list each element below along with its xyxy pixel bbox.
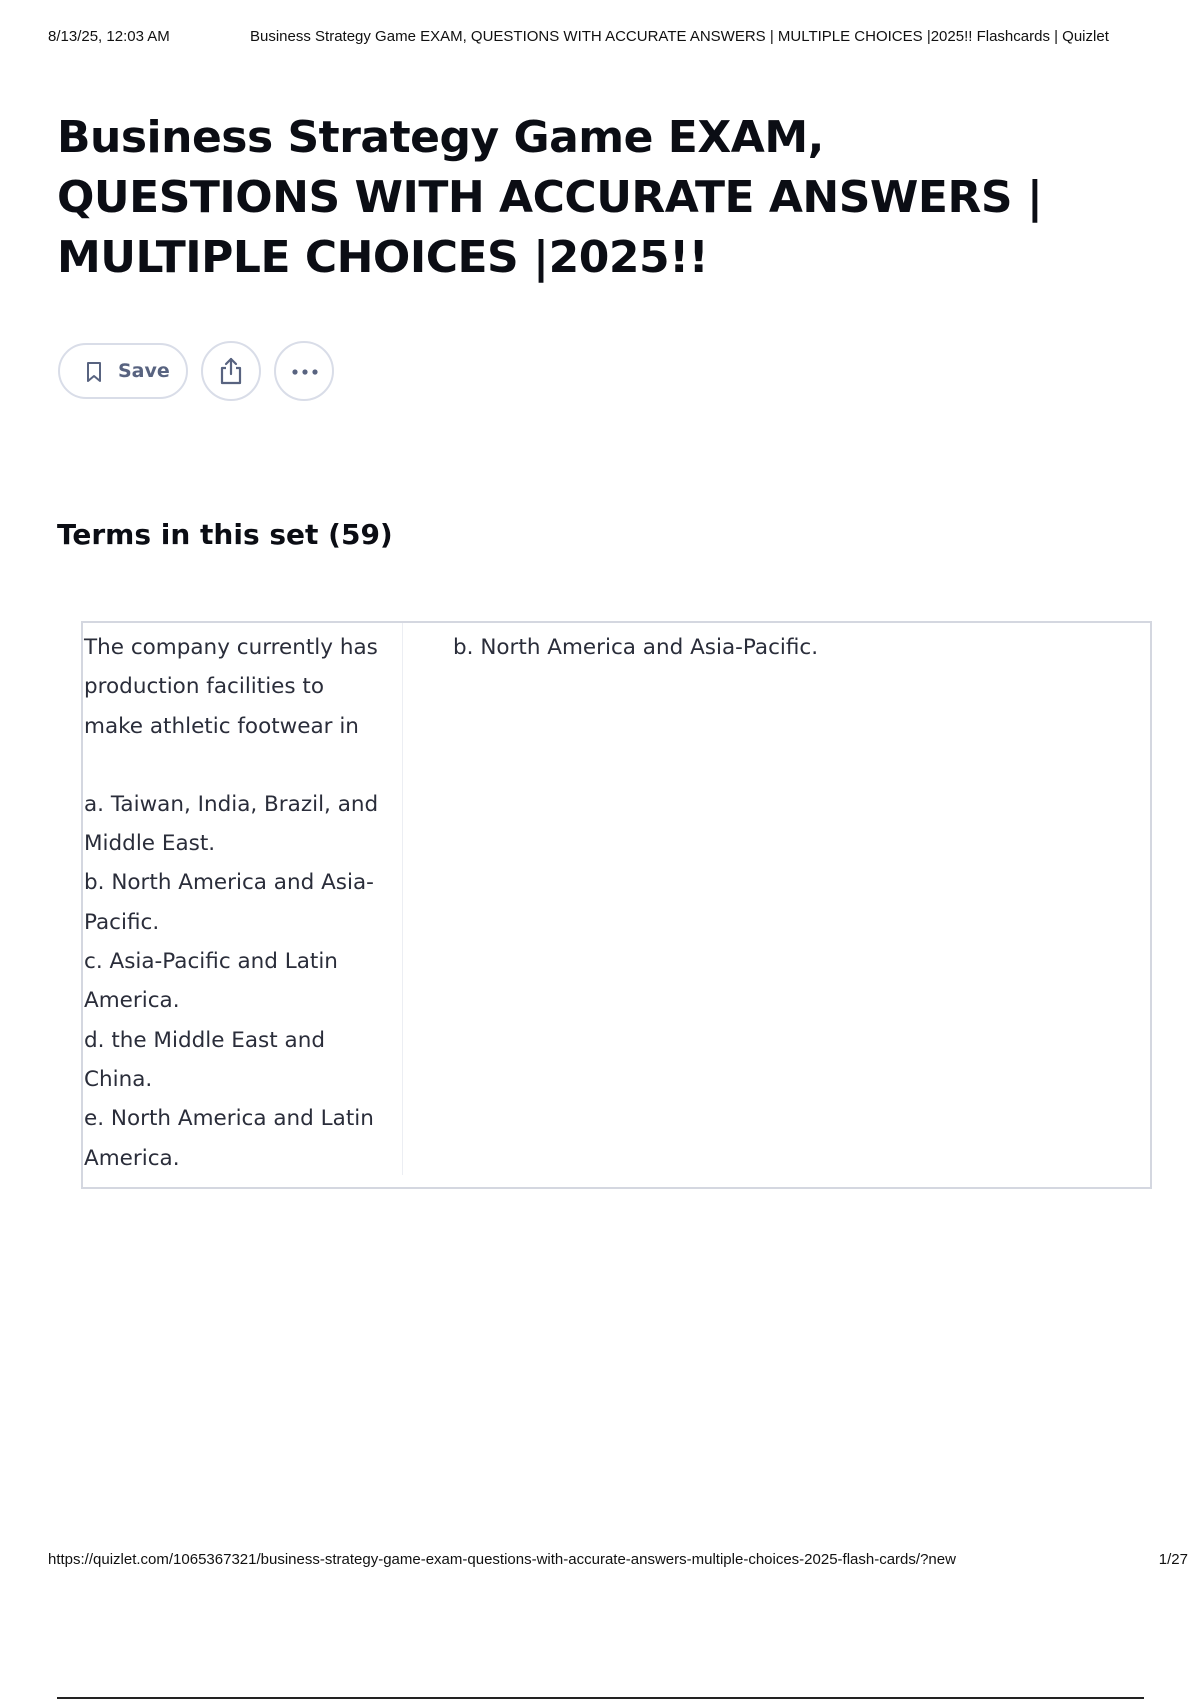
flashcard-term — [84, 628, 384, 1178]
print-footer — [48, 1551, 1188, 1573]
page-bottom-rule — [57, 1697, 1144, 1699]
page-title: Business Strategy Game EXAM, QUESTIONS WITH ACCURATE ANSWERS | MULTIPLE CHOICES |2025!! — [57, 112, 1043, 283]
more-options-button[interactable] — [274, 341, 334, 401]
print-document-title: Business Strategy Game EXAM, QUESTIONS WITH ACCURATE ANSWERS | MULTIPLE CHOICES |2025!! Flashcards | Quizlet — [250, 28, 1109, 45]
flashcard-row — [81, 621, 1152, 1189]
print-header — [48, 28, 1172, 52]
save-button[interactable] — [58, 343, 188, 399]
terms-heading: Terms in this set (59) — [57, 518, 393, 551]
share-icon — [219, 357, 243, 385]
card-divider — [402, 623, 403, 1175]
save-button-label: Save — [118, 360, 170, 382]
term-option: b. North America and Asia-Pacific. — [84, 870, 374, 935]
share-button[interactable] — [201, 341, 261, 401]
term-option: e. North America and Latin America. — [84, 1106, 374, 1171]
term-option: d. the Middle East and China. — [84, 1027, 325, 1092]
flashcard-definition: b. North America and Asia-Pacific. — [453, 635, 819, 660]
bookmark-icon — [86, 361, 102, 383]
print-url: https://quizlet.com/1065367321/business-strategy-game-exam-questions-with-accurate-answers-multiple-choices-2025-flash-cards/?new — [48, 1551, 956, 1568]
print-datetime: 8/13/25, 12:03 AM — [48, 28, 170, 45]
term-option: c. Asia-Pacific and Latin America. — [84, 949, 338, 1014]
term-option: a. Taiwan, India, Brazil, and Middle East. — [84, 791, 379, 857]
page-number: 1/27 — [1158, 1551, 1188, 1568]
term-question: The company currently has production facilities to make athletic footwear in — [84, 635, 378, 739]
more-icon — [291, 369, 319, 375]
